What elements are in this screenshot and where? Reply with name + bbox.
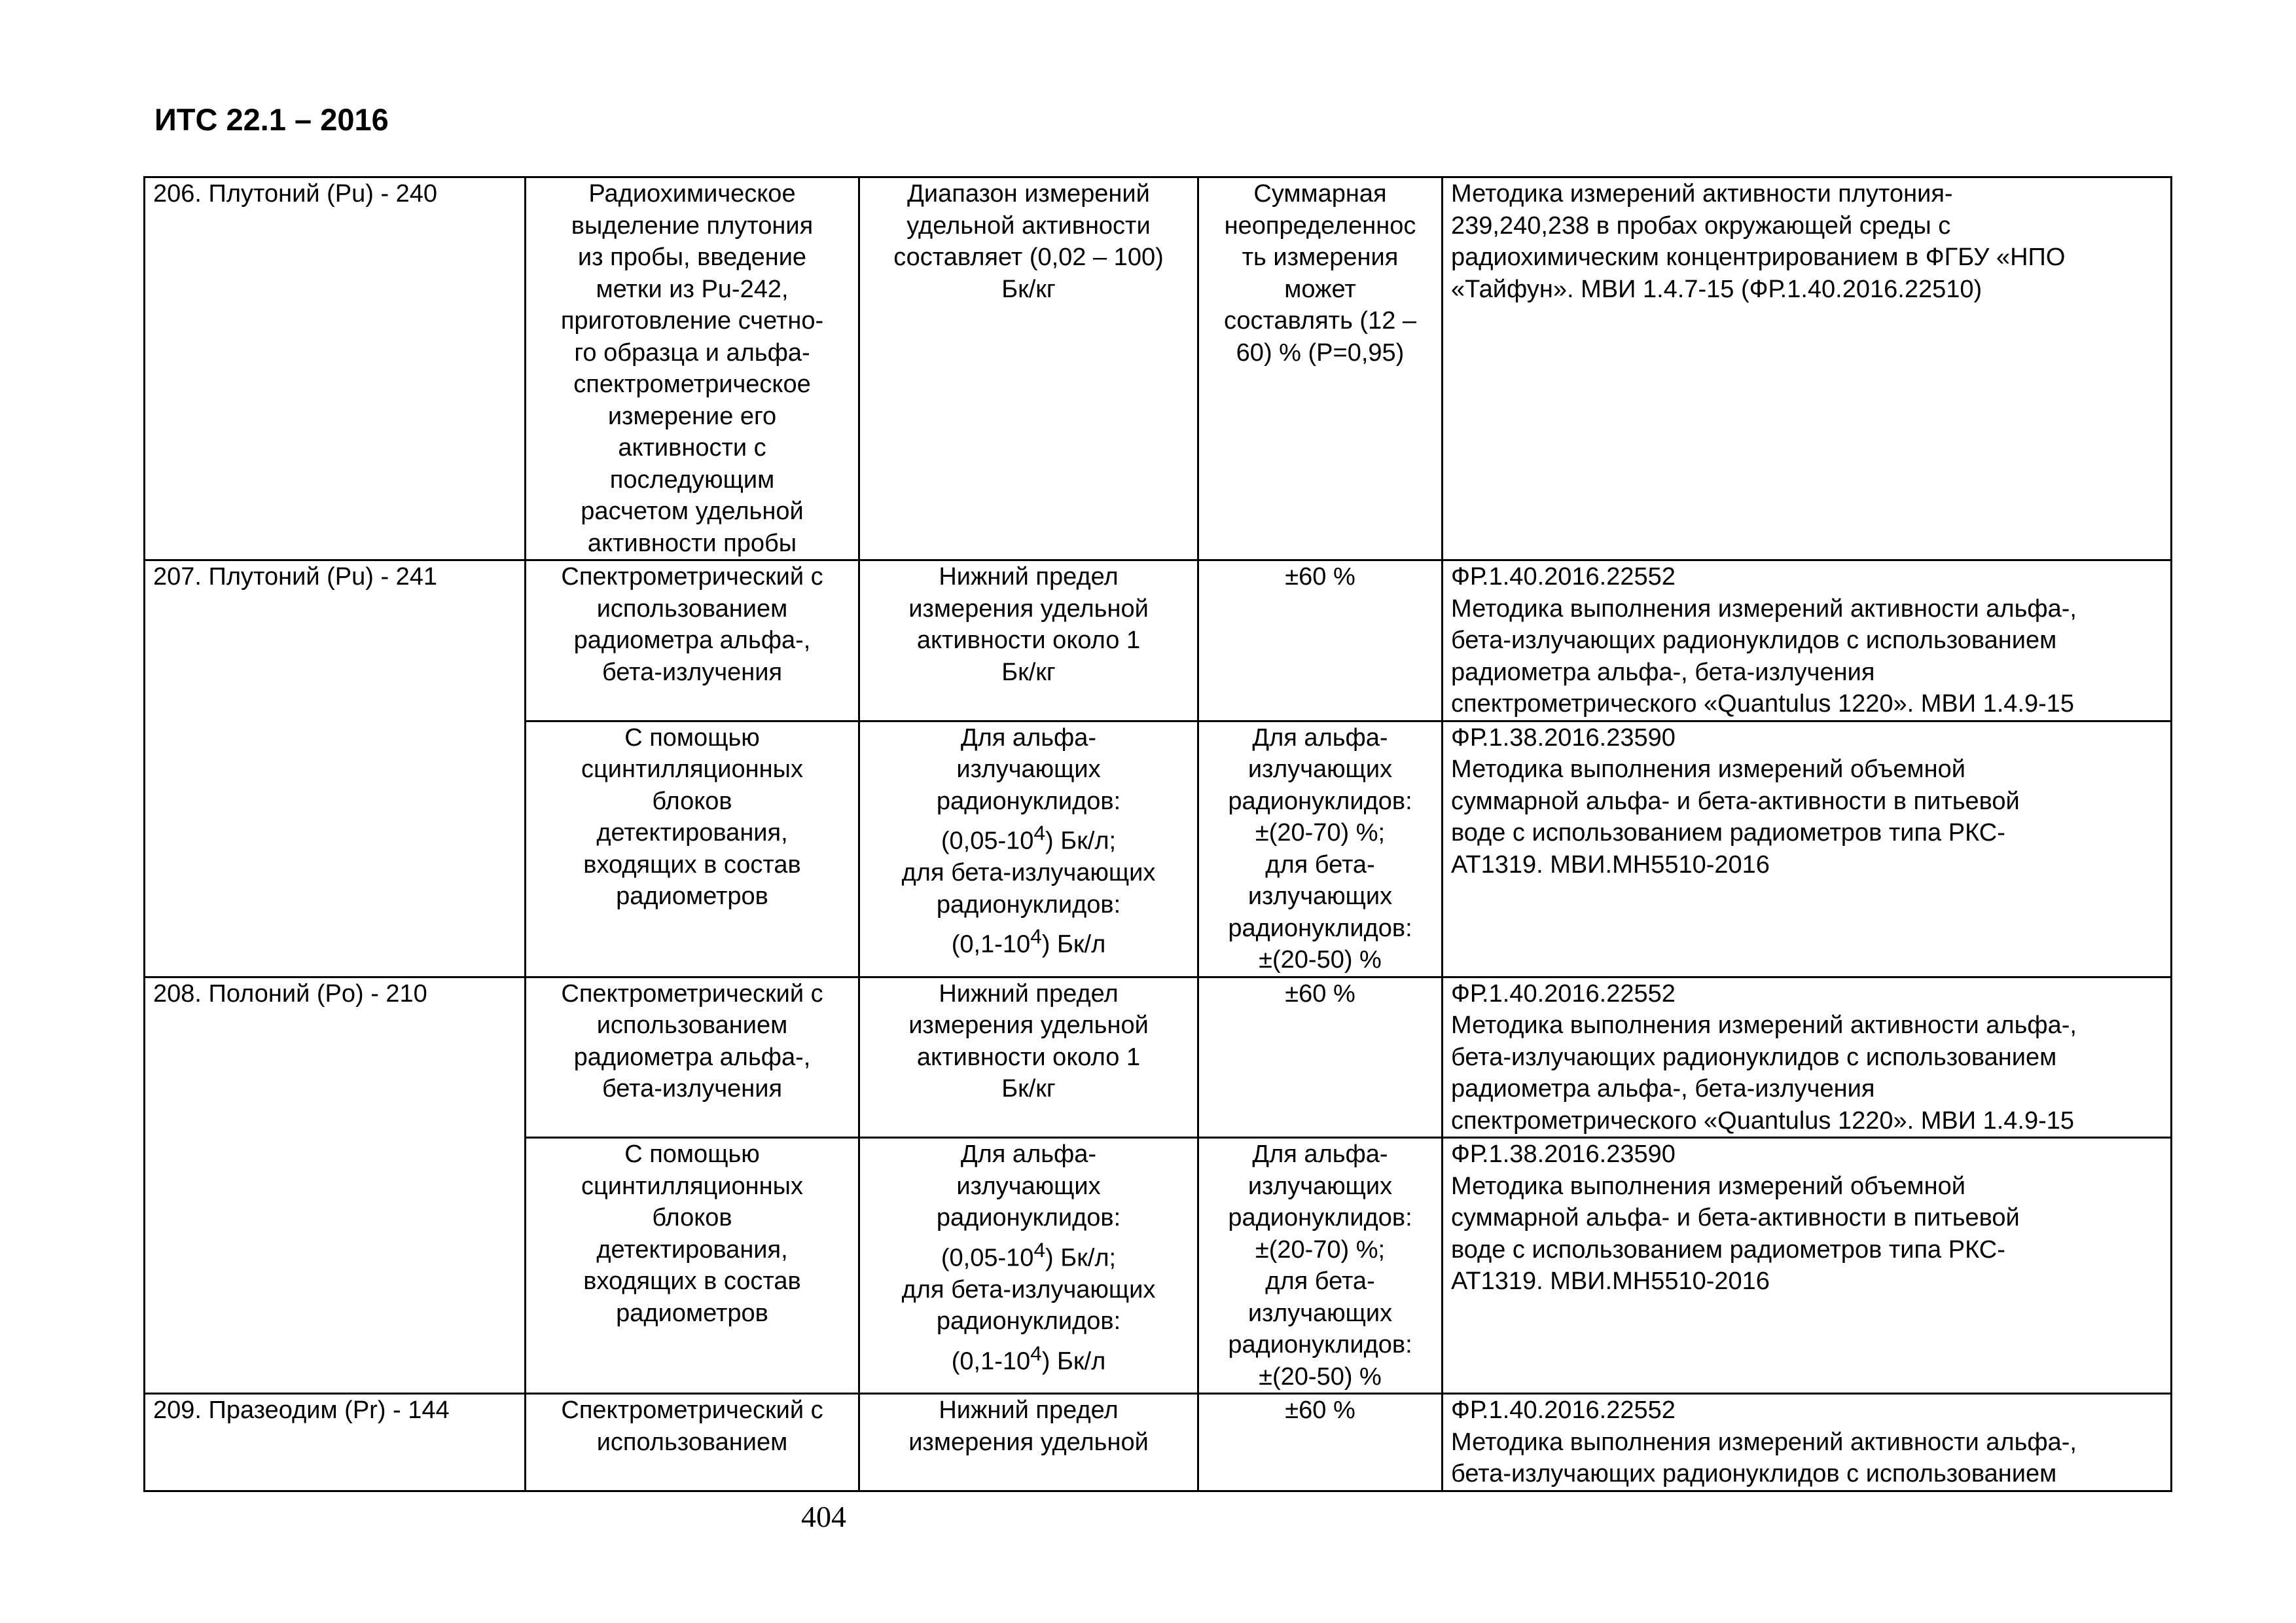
reference-cell: [1443, 977, 2172, 1138]
reference-line: суммарной альфа- и бета-активности в питьевой: [1451, 787, 2020, 815]
uncertainty-line: Для альфа-: [1252, 1140, 1388, 1168]
uncertainty-line: радионуклидов:: [1228, 1204, 1412, 1231]
reference-line: радиометра альфа-, бета-излучения: [1451, 658, 1875, 686]
reference-line: Методика выполнения измерений объемной: [1451, 756, 1965, 783]
range-line: Бк/кг: [1001, 1075, 1056, 1103]
range-cell: [859, 560, 1198, 721]
range-line: излучающих: [956, 1172, 1101, 1200]
reference-line: Методика измерений активности плутония-: [1451, 180, 1953, 208]
reference-line: воде с использованием радиометров типа РКС-: [1451, 819, 2005, 847]
method-line: блоков: [652, 1204, 732, 1231]
uncertainty-line: ±60 %: [1285, 979, 1355, 1008]
method-line: С помощью: [624, 1140, 760, 1168]
reference-line: Методика выполнения измерений активности альфа-,: [1451, 1012, 2077, 1039]
range-line: составляет (0,02 – 100): [893, 244, 1164, 271]
reference-cell: [1443, 1138, 2172, 1394]
range-text: ) Бк/л;: [1045, 1244, 1117, 1272]
table-row: [145, 977, 2172, 1138]
method-line: последующим: [609, 465, 775, 494]
range-line: [868, 1338, 1189, 1377]
uncertainty-line: радионуклидов:: [1228, 787, 1412, 815]
method-line: из пробы, введение: [577, 244, 807, 271]
range-line: радионуклидов:: [936, 890, 1121, 919]
uncertainty-line: радионуклидов:: [1228, 1331, 1412, 1359]
method-cell: [526, 721, 859, 977]
reference-line: суммарной альфа- и бета-активности в питьевой: [1451, 1204, 2020, 1231]
range-line: измерения удельной: [908, 1428, 1149, 1456]
reference-line: спектрометрического «Quantulus 1220». МВИ 1.4.9-15: [1451, 690, 2075, 718]
reference-line: 239,240,238 в пробах окружающей среды с: [1451, 211, 1951, 240]
reference-line: Методика выполнения измерений объемной: [1451, 1172, 1965, 1200]
range-line: радионуклидов:: [936, 1204, 1121, 1231]
range-line: [868, 1234, 1189, 1274]
method-cell: [526, 560, 859, 721]
reference-line: ФР.1.40.2016.22552: [1451, 563, 1676, 591]
method-line: входящих в состав: [583, 850, 801, 879]
reference-line: бета-излучающих радионуклидов с использованием: [1451, 627, 2057, 654]
uncertainty-line: ±(20-50) %: [1259, 1362, 1382, 1391]
uncertainty-line: ть измерения: [1242, 244, 1399, 271]
method-line: С помощью: [624, 723, 760, 752]
range-line: для бета-излучающих: [901, 859, 1156, 887]
substance-name: 206. Плутоний (Pu) - 240: [153, 180, 438, 208]
range-line: Нижний предел: [939, 1396, 1119, 1424]
range-line: Для альфа-: [960, 723, 1097, 752]
method-line: спектрометрическое: [573, 371, 811, 398]
reference-line: спектрометрического «Quantulus 1220». МВИ 1.4.9-15: [1451, 1106, 2075, 1135]
method-line: активности с: [618, 434, 766, 462]
method-line: сцинтилляционных: [581, 756, 803, 783]
method-line: использованием: [596, 1428, 788, 1456]
method-line: входящих в состав: [583, 1267, 801, 1295]
table-row: [145, 177, 2172, 560]
method-line: го образца и альфа-: [574, 338, 810, 367]
range-line: радионуклидов:: [936, 787, 1121, 815]
range-line: Нижний предел: [939, 979, 1119, 1008]
method-line: использованием: [596, 594, 788, 623]
range-cell: [859, 1138, 1198, 1394]
table-row: [145, 1394, 2172, 1491]
range-line: активности около 1: [916, 1043, 1141, 1071]
uncertainty-line: ±(20-70) %;: [1255, 1235, 1386, 1264]
method-cell: [526, 1394, 859, 1491]
range-line: излучающих: [956, 756, 1101, 783]
method-line: приготовление счетно-: [560, 307, 824, 335]
substance-name: 209. Празеодим (Pr) - 144: [153, 1396, 450, 1424]
method-cell: [526, 177, 859, 560]
substance-name: 208. Полоний (Po) - 210: [153, 979, 427, 1008]
range-line: [868, 817, 1189, 857]
method-cell: [526, 1138, 859, 1394]
substance-cell: [145, 177, 526, 560]
uncertainty-line: излучающих: [1247, 1172, 1393, 1200]
uncertainty-cell: [1198, 560, 1443, 721]
method-line: блоков: [652, 787, 732, 815]
uncertainty-line: составлять (12 –: [1223, 307, 1417, 335]
methods-table: [143, 176, 2172, 1492]
uncertainty-line: излучающих: [1247, 1299, 1393, 1327]
range-line: измерения удельной: [908, 1012, 1149, 1039]
method-line: радиометров: [616, 883, 768, 910]
method-line: Спектрометрический с: [561, 1396, 823, 1424]
range-exponent: 4: [1033, 821, 1046, 845]
range-exponent: 4: [1030, 924, 1042, 949]
range-text: (0,05-10: [941, 1244, 1034, 1272]
method-line: сцинтилляционных: [581, 1172, 803, 1200]
uncertainty-line: ±60 %: [1285, 563, 1355, 591]
reference-line: радиохимическим концентрированием в ФГБУ «НПО: [1451, 244, 2066, 271]
range-line: Бк/кг: [1001, 275, 1056, 303]
method-line: измерение его: [607, 402, 777, 430]
range-line: [868, 921, 1189, 960]
range-text: (0,1-10: [951, 1347, 1031, 1376]
method-line: Радиохимическое: [588, 180, 796, 208]
uncertainty-cell: [1198, 177, 1443, 560]
range-line: активности около 1: [916, 627, 1141, 654]
reference-cell: [1443, 177, 2172, 560]
substance-name: 207. Плутоний (Pu) - 241: [153, 563, 438, 591]
range-line: Для альфа-: [960, 1140, 1097, 1168]
reference-cell: [1443, 1394, 2172, 1491]
method-line: Спектрометрический с: [561, 979, 823, 1008]
reference-line: Методика выполнения измерений активности альфа-,: [1451, 594, 2077, 623]
method-line: радиометра альфа-,: [573, 1043, 811, 1071]
reference-line: бета-излучающих радионуклидов с использованием: [1451, 1043, 2057, 1071]
method-cell: [526, 977, 859, 1138]
substance-cell: [145, 1394, 526, 1491]
uncertainty-line: неопределеннос: [1224, 211, 1416, 240]
substance-cell: [145, 560, 526, 977]
method-line: бета-излучения: [601, 658, 783, 686]
uncertainty-line: для бета-: [1265, 1267, 1375, 1295]
uncertainty-line: излучающих: [1247, 883, 1393, 910]
method-line: детектирования,: [596, 1235, 788, 1264]
reference-line: АТ1319. МВИ.МН5510-2016: [1451, 1267, 1770, 1295]
uncertainty-cell: [1198, 721, 1443, 977]
range-cell: [859, 721, 1198, 977]
range-text: (0,1-10: [951, 930, 1031, 958]
reference-line: Методика выполнения измерений активности альфа-,: [1451, 1428, 2077, 1456]
range-exponent: 4: [1033, 1237, 1046, 1262]
uncertainty-line: может: [1284, 275, 1356, 303]
range-exponent: 4: [1030, 1341, 1042, 1365]
uncertainty-line: ±(20-70) %;: [1255, 819, 1386, 847]
uncertainty-cell: [1198, 1138, 1443, 1394]
reference-line: бета-излучающих радионуклидов с использованием: [1451, 1460, 2057, 1487]
reference-cell: [1443, 721, 2172, 977]
uncertainty-line: Суммарная: [1253, 180, 1387, 208]
range-text: ) Бк/л: [1041, 1347, 1106, 1376]
uncertainty-line: излучающих: [1247, 756, 1393, 783]
range-line: Бк/кг: [1001, 658, 1056, 686]
reference-line: ФР.1.40.2016.22552: [1451, 979, 1676, 1008]
range-text: ) Бк/л: [1041, 930, 1106, 958]
uncertainty-line: ±60 %: [1285, 1396, 1355, 1424]
uncertainty-cell: [1198, 1394, 1443, 1491]
reference-line: радиометра альфа-, бета-излучения: [1451, 1075, 1875, 1103]
method-line: расчетом удельной: [581, 498, 804, 525]
reference-cell: [1443, 560, 2172, 721]
range-line: для бета-излучающих: [901, 1275, 1156, 1304]
range-line: Диапазон измерений: [907, 180, 1150, 208]
table-row: [145, 560, 2172, 721]
uncertainty-cell: [1198, 977, 1443, 1138]
range-cell: [859, 177, 1198, 560]
range-line: радионуклидов:: [936, 1307, 1121, 1336]
uncertainty-line: для бета-: [1265, 850, 1375, 879]
substance-cell: [145, 977, 526, 1394]
range-text: (0,05-10: [941, 827, 1034, 855]
document-header: ИТС 22.1 – 2016: [154, 102, 389, 137]
method-line: активности пробы: [587, 529, 797, 557]
reference-line: ФР.1.40.2016.22552: [1451, 1396, 1676, 1424]
range-line: измерения удельной: [908, 594, 1149, 623]
uncertainty-line: радионуклидов:: [1228, 914, 1412, 942]
range-line: удельной активности: [906, 211, 1151, 240]
uncertainty-line: Для альфа-: [1252, 723, 1388, 752]
method-line: выделение плутония: [571, 211, 814, 240]
range-cell: [859, 1394, 1198, 1491]
method-line: детектирования,: [596, 819, 788, 847]
method-line: Спектрометрический с: [561, 563, 823, 591]
method-line: радиометров: [616, 1299, 768, 1327]
reference-line: воде с использованием радиометров типа РКС-: [1451, 1235, 2005, 1264]
uncertainty-line: ±(20-50) %: [1259, 946, 1382, 974]
page-number: 404: [801, 1500, 846, 1533]
method-line: радиометра альфа-,: [573, 627, 811, 654]
method-line: использованием: [596, 1012, 788, 1039]
range-cell: [859, 977, 1198, 1138]
method-line: бета-излучения: [601, 1075, 783, 1103]
uncertainty-line: 60) % (P=0,95): [1236, 338, 1405, 367]
range-text: ) Бк/л;: [1045, 827, 1117, 855]
reference-line: ФР.1.38.2016.23590: [1451, 1140, 1676, 1168]
reference-line: ФР.1.38.2016.23590: [1451, 723, 1676, 752]
reference-line: АТ1319. МВИ.МН5510-2016: [1451, 850, 1770, 879]
method-line: метки из Pu-242,: [596, 275, 789, 303]
reference-line: «Тайфун». МВИ 1.4.7-15 (ФР.1.40.2016.22510): [1451, 275, 1982, 303]
range-line: Нижний предел: [939, 563, 1119, 591]
